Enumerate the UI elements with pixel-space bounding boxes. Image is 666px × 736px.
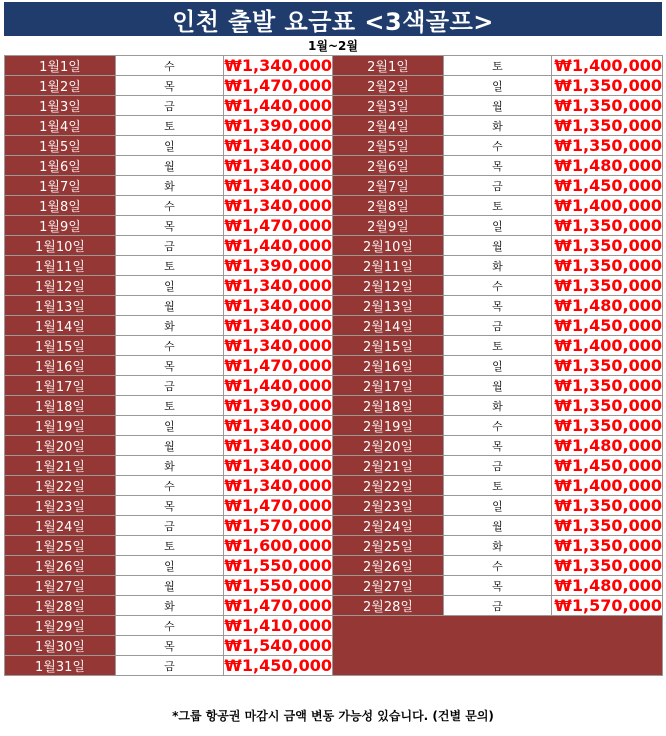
february-weekday-cell: 월 [444, 96, 552, 116]
february-date-cell: 2월18일 [333, 396, 444, 416]
january-weekday-cell: 토 [116, 256, 224, 276]
february-price-cell: ₩1,350,000 [552, 416, 663, 436]
january-weekday-cell: 화 [116, 456, 224, 476]
january-price-cell: ₩1,390,000 [224, 256, 332, 275]
february-price-cell: ₩1,480,000 [552, 436, 663, 456]
january-date-cell: 1월1일 [5, 56, 116, 76]
february-date-cell: 2월25일 [333, 536, 444, 556]
table-row [5, 316, 663, 336]
january-price-cell: ₩1,340,000 [224, 296, 332, 315]
january-date-cell: 1월30일 [5, 636, 116, 656]
january-weekday-cell: 금 [116, 376, 224, 396]
february-date-cell: 2월13일 [333, 296, 444, 316]
table-row [5, 156, 663, 176]
february-weekday-cell: 토 [444, 336, 552, 356]
february-date-cell: 2월14일 [333, 316, 444, 336]
table-row [5, 376, 663, 396]
february-price-cell: ₩1,350,000 [552, 136, 663, 156]
february-price-cell: ₩1,350,000 [552, 536, 663, 556]
february-weekday-cell: 화 [444, 116, 552, 136]
february-date-cell: 2월16일 [333, 356, 444, 376]
table-row [5, 436, 663, 456]
february-price-cell: ₩1,400,000 [552, 196, 663, 216]
february-price-cell: ₩1,350,000 [552, 76, 663, 96]
january-weekday-cell: 일 [116, 276, 224, 296]
february-weekday-cell: 화 [444, 396, 552, 416]
january-price-cell: ₩1,470,000 [224, 76, 332, 95]
february-date-cell: 2월10일 [333, 236, 444, 256]
january-price-cell: ₩1,470,000 [224, 596, 332, 615]
january-date-cell: 1월22일 [5, 476, 116, 496]
february-weekday-cell: 수 [444, 276, 552, 296]
february-date-cell: 2월11일 [333, 256, 444, 276]
january-date-cell: 1월12일 [5, 276, 116, 296]
february-weekday-cell: 목 [444, 576, 552, 596]
february-date-cell: 2월24일 [333, 516, 444, 536]
january-date-cell: 1월21일 [5, 456, 116, 476]
table-row [5, 336, 663, 356]
january-weekday-cell: 일 [116, 136, 224, 156]
january-date-cell: 1월26일 [5, 556, 116, 576]
february-date-cell: 2월26일 [333, 556, 444, 576]
page-title: 인천 출발 요금표 <3색골프> [4, 2, 662, 36]
january-price-cell: ₩1,470,000 [224, 496, 332, 515]
january-weekday-cell: 금 [116, 656, 224, 676]
january-weekday-cell: 토 [116, 396, 224, 416]
february-weekday-cell: 일 [444, 496, 552, 516]
february-price-cell: ₩1,350,000 [552, 116, 663, 136]
february-price-cell: ₩1,350,000 [552, 396, 663, 416]
table-row [5, 296, 663, 316]
february-date-cell: 2월19일 [333, 416, 444, 436]
table-row [5, 416, 663, 436]
january-price-cell: ₩1,340,000 [224, 56, 332, 75]
january-weekday-cell: 금 [116, 96, 224, 116]
table-row [5, 236, 663, 256]
february-date-cell: 2월28일 [333, 596, 444, 616]
february-price-cell: ₩1,350,000 [552, 276, 663, 296]
january-price-cell: ₩1,340,000 [224, 276, 332, 295]
table-row [5, 96, 663, 116]
january-price-cell: ₩1,540,000 [224, 636, 332, 655]
february-price-cell: ₩1,350,000 [552, 216, 663, 236]
table-row [5, 536, 663, 556]
january-price-cell: ₩1,340,000 [224, 436, 332, 455]
february-date-cell: 2월2일 [333, 76, 444, 96]
january-weekday-cell: 목 [116, 636, 224, 656]
january-weekday-cell: 월 [116, 436, 224, 456]
february-date-cell: 2월21일 [333, 456, 444, 476]
table-row [5, 136, 663, 156]
period-subtitle: 1월~2월 [308, 39, 358, 53]
january-date-cell: 1월2일 [5, 76, 116, 96]
january-date-cell: 1월16일 [5, 356, 116, 376]
table-row [5, 196, 663, 216]
january-weekday-cell: 화 [116, 176, 224, 196]
january-price-cell: ₩1,600,000 [224, 536, 332, 555]
january-date-cell: 1월23일 [5, 496, 116, 516]
february-date-cell: 2월23일 [333, 496, 444, 516]
february-weekday-cell: 화 [444, 256, 552, 276]
february-price-cell: ₩1,400,000 [552, 476, 663, 496]
january-weekday-cell: 토 [116, 536, 224, 556]
february-price-cell: ₩1,350,000 [552, 556, 663, 576]
january-price-cell: ₩1,550,000 [224, 556, 332, 575]
february-date-cell: 2월20일 [333, 436, 444, 456]
january-weekday-cell: 수 [116, 196, 224, 216]
january-price-cell: ₩1,340,000 [224, 416, 332, 435]
february-weekday-cell: 일 [444, 216, 552, 236]
january-date-cell: 1월15일 [5, 336, 116, 356]
january-price-cell: ₩1,440,000 [224, 236, 332, 255]
february-price-cell: ₩1,570,000 [552, 596, 663, 616]
january-weekday-cell: 목 [116, 356, 224, 376]
february-date-cell: 2월22일 [333, 476, 444, 496]
january-weekday-cell: 월 [116, 576, 224, 596]
january-price-cell: ₩1,410,000 [224, 616, 332, 635]
table-row [5, 476, 663, 496]
february-date-cell: 2월6일 [333, 156, 444, 176]
february-date-cell: 2월5일 [333, 136, 444, 156]
february-price-cell: ₩1,450,000 [552, 176, 663, 196]
table-row [5, 76, 663, 96]
february-weekday-cell: 금 [444, 596, 552, 616]
january-weekday-cell: 월 [116, 156, 224, 176]
table-row [5, 56, 663, 76]
february-price-cell: ₩1,350,000 [552, 96, 663, 116]
january-price-cell: ₩1,340,000 [224, 476, 332, 495]
january-price-cell: ₩1,340,000 [224, 456, 332, 475]
january-price-cell: ₩1,550,000 [224, 576, 332, 595]
february-price-cell: ₩1,350,000 [552, 376, 663, 396]
january-weekday-cell: 일 [116, 556, 224, 576]
january-weekday-cell: 금 [116, 236, 224, 256]
january-weekday-cell: 일 [116, 416, 224, 436]
february-weekday-cell: 금 [444, 316, 552, 336]
february-weekday-cell: 토 [444, 476, 552, 496]
table-row [5, 596, 663, 616]
february-date-cell: 2월27일 [333, 576, 444, 596]
january-weekday-cell: 수 [116, 616, 224, 636]
january-weekday-cell: 목 [116, 496, 224, 516]
february-price-cell: ₩1,450,000 [552, 316, 663, 336]
january-date-cell: 1월13일 [5, 296, 116, 316]
january-price-cell: ₩1,340,000 [224, 316, 332, 335]
february-weekday-cell: 월 [444, 376, 552, 396]
february-date-cell: 2월12일 [333, 276, 444, 296]
january-date-cell: 1월27일 [5, 576, 116, 596]
table-row [5, 456, 663, 476]
table-row [5, 496, 663, 516]
february-weekday-cell: 목 [444, 156, 552, 176]
january-date-cell: 1월3일 [5, 96, 116, 116]
february-weekday-cell: 월 [444, 236, 552, 256]
january-weekday-cell: 화 [116, 316, 224, 336]
january-price-cell: ₩1,340,000 [224, 156, 332, 175]
table-row [5, 176, 663, 196]
january-weekday-cell: 수 [116, 336, 224, 356]
january-date-cell: 1월25일 [5, 536, 116, 556]
february-price-cell: ₩1,400,000 [552, 336, 663, 356]
january-weekday-cell: 화 [116, 596, 224, 616]
table-row [5, 576, 663, 596]
january-date-cell: 1월28일 [5, 596, 116, 616]
january-date-cell: 1월4일 [5, 116, 116, 136]
january-price-cell: ₩1,450,000 [224, 656, 332, 675]
february-price-cell: ₩1,350,000 [552, 356, 663, 376]
january-date-cell: 1월9일 [5, 216, 116, 236]
january-date-cell: 1월29일 [5, 616, 116, 636]
february-price-cell: ₩1,350,000 [552, 236, 663, 256]
table-row [5, 616, 663, 636]
february-weekday-cell: 일 [444, 76, 552, 96]
table-row [5, 216, 663, 236]
table-row [5, 256, 663, 276]
february-price-cell: ₩1,480,000 [552, 576, 663, 596]
february-date-cell: 2월8일 [333, 196, 444, 216]
table-row [5, 516, 663, 536]
january-weekday-cell: 금 [116, 516, 224, 536]
february-date-cell: 2월15일 [333, 336, 444, 356]
february-price-cell: ₩1,400,000 [552, 56, 663, 76]
february-date-cell: 2월7일 [333, 176, 444, 196]
table-row [5, 116, 663, 136]
january-price-cell: ₩1,390,000 [224, 396, 332, 415]
february-date-cell: 2월1일 [333, 56, 444, 76]
january-date-cell: 1월31일 [5, 656, 116, 676]
february-price-cell: ₩1,450,000 [552, 456, 663, 476]
february-price-cell: ₩1,480,000 [552, 296, 663, 316]
table-row [5, 396, 663, 416]
table-row [5, 276, 663, 296]
february-weekday-cell: 수 [444, 556, 552, 576]
january-date-cell: 1월18일 [5, 396, 116, 416]
february-weekday-cell: 목 [444, 296, 552, 316]
january-price-cell: ₩1,390,000 [224, 116, 332, 135]
february-date-cell: 2월9일 [333, 216, 444, 236]
january-price-cell: ₩1,340,000 [224, 336, 332, 355]
january-date-cell: 1월17일 [5, 376, 116, 396]
february-weekday-cell: 수 [444, 416, 552, 436]
table-row [5, 556, 663, 576]
february-price-cell: ₩1,350,000 [552, 496, 663, 516]
january-price-cell: ₩1,470,000 [224, 216, 332, 235]
january-date-cell: 1월19일 [5, 416, 116, 436]
footer-note: *그룹 항공권 마감시 금액 변동 가능성 있습니다. (건별 문의) [172, 708, 494, 723]
january-date-cell: 1월6일 [5, 156, 116, 176]
february-price-cell: ₩1,350,000 [552, 256, 663, 276]
january-weekday-cell: 수 [116, 476, 224, 496]
january-price-cell: ₩1,570,000 [224, 516, 332, 535]
january-price-cell: ₩1,340,000 [224, 176, 332, 195]
february-weekday-cell: 일 [444, 356, 552, 376]
february-date-cell: 2월3일 [333, 96, 444, 116]
january-weekday-cell: 월 [116, 296, 224, 316]
january-date-cell: 1월5일 [5, 136, 116, 156]
january-price-cell: ₩1,340,000 [224, 136, 332, 155]
february-weekday-cell: 금 [444, 456, 552, 476]
february-weekday-cell: 수 [444, 136, 552, 156]
january-price-cell: ₩1,440,000 [224, 376, 332, 395]
february-weekday-cell: 금 [444, 176, 552, 196]
february-date-cell: 2월4일 [333, 116, 444, 136]
february-price-cell: ₩1,350,000 [552, 516, 663, 536]
january-price-cell: ₩1,440,000 [224, 96, 332, 115]
february-weekday-cell: 토 [444, 196, 552, 216]
february-weekday-cell: 목 [444, 436, 552, 456]
january-weekday-cell: 수 [116, 56, 224, 76]
table-row [5, 356, 663, 376]
february-weekday-cell: 화 [444, 536, 552, 556]
january-date-cell: 1월20일 [5, 436, 116, 456]
january-date-cell: 1월7일 [5, 176, 116, 196]
january-weekday-cell: 목 [116, 216, 224, 236]
january-weekday-cell: 목 [116, 76, 224, 96]
january-date-cell: 1월8일 [5, 196, 116, 216]
january-date-cell: 1월14일 [5, 316, 116, 336]
february-date-cell: 2월17일 [333, 376, 444, 396]
january-date-cell: 1월11일 [5, 256, 116, 276]
february-weekday-cell: 월 [444, 516, 552, 536]
empty-filler-block [333, 616, 663, 676]
february-weekday-cell: 토 [444, 56, 552, 76]
january-date-cell: 1월24일 [5, 516, 116, 536]
january-price-cell: ₩1,470,000 [224, 356, 332, 375]
january-price-cell: ₩1,340,000 [224, 196, 332, 215]
february-price-cell: ₩1,480,000 [552, 156, 663, 176]
january-date-cell: 1월10일 [5, 236, 116, 256]
january-weekday-cell: 토 [116, 116, 224, 136]
fare-table [4, 55, 663, 676]
